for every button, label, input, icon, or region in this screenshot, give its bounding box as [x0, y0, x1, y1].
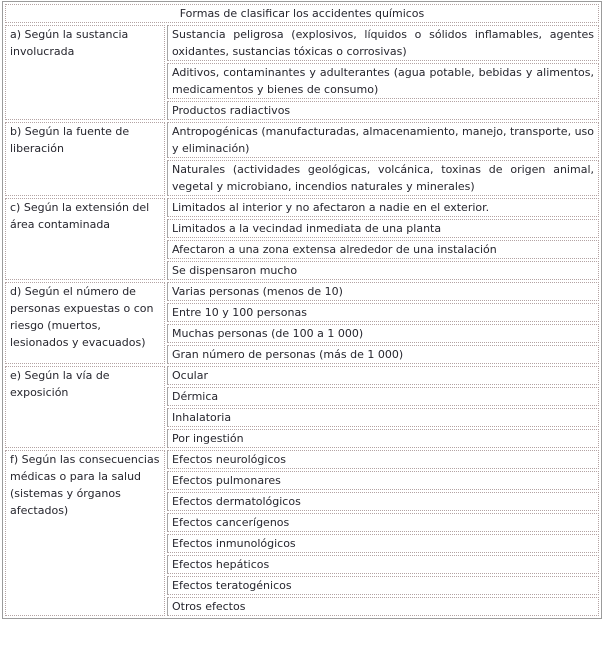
item-cell: Efectos pulmonares	[167, 471, 599, 490]
table-row	[5, 198, 599, 217]
item-cell: Aditivos, contaminantes y adulterantes (agua potable, bebidas y alimentos, medicamentos y bienes de consumo)	[167, 63, 599, 99]
item-cell: Efectos teratogénicos	[167, 576, 599, 595]
item-cell: Naturales (actividades geológicas, volcánica, toxinas de origen animal, vegetal y microbiano, incendios naturales y minerales)	[167, 160, 599, 196]
item-cell: Limitados al interior y no afectaron a nadie en el exterior.	[167, 198, 599, 217]
item-cell: Entre 10 y 100 personas	[167, 303, 599, 322]
item-cell: Efectos dermatológicos	[167, 492, 599, 511]
item-cell: Varias personas (menos de 10)	[167, 282, 599, 301]
table-row	[5, 122, 599, 158]
item-cell: Se dispensaron mucho	[167, 261, 599, 280]
item-cell: Productos radiactivos	[167, 101, 599, 120]
item-cell: Efectos hepáticos	[167, 555, 599, 574]
classification-table-body	[5, 4, 599, 616]
table-row	[5, 450, 599, 469]
item-cell: Antropogénicas (manufacturadas, almacenamiento, manejo, transporte, uso y eliminación)	[167, 122, 599, 158]
table-row	[5, 282, 599, 301]
item-cell: Gran número de personas (más de 1 000)	[167, 345, 599, 364]
classification-table	[2, 1, 602, 619]
item-cell: Inhalatoria	[167, 408, 599, 427]
item-cell: Muchas personas (de 100 a 1 000)	[167, 324, 599, 343]
category-cell: a) Según la sustancia involucrada	[5, 25, 165, 120]
category-cell: e) Según la vía de exposición	[5, 366, 165, 448]
item-cell: Otros efectos	[167, 597, 599, 616]
category-cell: d) Según el número de personas expuestas o con riesgo (muertos, lesionados y evacuados)	[5, 282, 165, 364]
table-title: Formas de clasificar los accidentes químicos	[5, 4, 599, 23]
category-cell: b) Según la fuente de liberación	[5, 122, 165, 196]
item-cell: Efectos cancerígenos	[167, 513, 599, 532]
item-cell: Afectaron a una zona extensa alrededor de una instalación	[167, 240, 599, 259]
table-row	[5, 25, 599, 61]
category-cell: c) Según la extensión del área contaminada	[5, 198, 165, 280]
item-cell: Efectos neurológicos	[167, 450, 599, 469]
item-cell: Sustancia peligrosa (explosivos, líquidos o sólidos inflamables, agentes oxidantes, sustancias tóxicas o corrosivas)	[167, 25, 599, 61]
category-cell: f) Según las consecuencias médicas o para la salud (sistemas y órganos afectados)	[5, 450, 165, 616]
item-cell: Ocular	[167, 366, 599, 385]
item-cell: Efectos inmunológicos	[167, 534, 599, 553]
item-cell: Limitados a la vecindad inmediata de una planta	[167, 219, 599, 238]
item-cell: Dérmica	[167, 387, 599, 406]
item-cell: Por ingestión	[167, 429, 599, 448]
table-row	[5, 366, 599, 385]
title-row	[5, 4, 599, 23]
